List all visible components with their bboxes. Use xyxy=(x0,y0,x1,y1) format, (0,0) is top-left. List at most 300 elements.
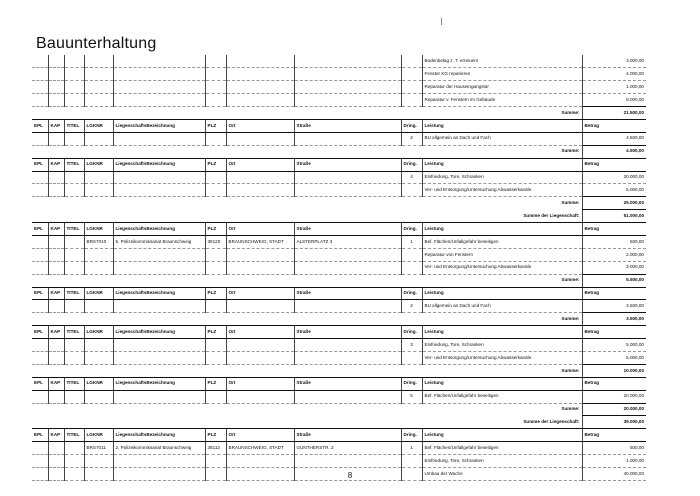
cell-titel xyxy=(64,171,84,184)
cell-leistung: BU allgemein an Dach und Fach xyxy=(422,132,582,145)
cell-epl xyxy=(32,351,48,364)
blank-cell xyxy=(32,274,422,287)
cell-leistung: Einfriedung, Tore, Schranken xyxy=(422,339,582,352)
cell-betrag: 5.000,00 xyxy=(582,351,646,364)
blank-cell xyxy=(32,107,422,120)
cell-lgknr xyxy=(84,94,113,107)
column-header-lgknr: LGKNR xyxy=(84,287,113,300)
cell-strasse xyxy=(294,261,401,274)
subtotal-row xyxy=(32,107,646,120)
cell-titel xyxy=(64,184,84,197)
cell-leistung: Bef. Flächen/Unfallgefahr beseitigen xyxy=(422,235,582,248)
cell-betrag: 4.500,00 xyxy=(582,132,646,145)
blank-cell xyxy=(32,416,422,429)
cell-plz xyxy=(205,184,226,197)
cell-kap xyxy=(48,55,64,68)
cell-plz: 38112 xyxy=(205,442,226,455)
cell-leistung: Reparatur v. Fenstern im Gebäude xyxy=(422,94,582,107)
column-header-kap: KAP xyxy=(48,287,64,300)
cell-ort: BRAUNSCHWEIG, STADT xyxy=(226,442,294,455)
cell-titel xyxy=(64,132,84,145)
cell-epl xyxy=(32,81,48,94)
cell-ort xyxy=(226,184,294,197)
column-header-ort: Ort xyxy=(226,158,294,171)
cell-betrag: 5.000,00 xyxy=(582,184,646,197)
table-row xyxy=(32,455,646,468)
cell-kap xyxy=(48,300,64,313)
subtotal-label: Summe: xyxy=(561,277,580,283)
subtotal-amount: 5.500,00 xyxy=(582,274,646,287)
column-header-plz: PLZ xyxy=(205,429,226,442)
cell-liegenschaft xyxy=(113,248,205,261)
cell-plz xyxy=(205,261,226,274)
column-header-plz: PLZ xyxy=(205,287,226,300)
cell-liegenschaft xyxy=(113,94,205,107)
cell-betrag: 3.000,00 xyxy=(582,261,646,274)
column-header-kap: KAP xyxy=(48,429,64,442)
cell-kap xyxy=(48,442,64,455)
column-header-plz: PLZ xyxy=(205,158,226,171)
column-header-strasse: Straße xyxy=(294,119,401,132)
cell-epl xyxy=(32,235,48,248)
cell-plz xyxy=(205,81,226,94)
cell-liegenschaft xyxy=(113,390,205,403)
subtotal-label: Summe: xyxy=(561,148,580,154)
cell-liegenschaft xyxy=(113,455,205,468)
cell-epl xyxy=(32,300,48,313)
column-header-kap: KAP xyxy=(48,158,64,171)
cell-liegenschaft xyxy=(113,171,205,184)
cell-plz xyxy=(205,300,226,313)
cell-leistung: Bef. Flächen/Unfallgefahr beseitigen xyxy=(422,390,582,403)
column-header-dringlichkeit: Dring. xyxy=(401,287,422,300)
subtotal-row xyxy=(32,197,646,210)
property-total-row xyxy=(32,210,646,223)
column-header-ort: Ort xyxy=(226,429,294,442)
subtotal-label: Summe: xyxy=(561,109,580,115)
column-header-betrag: Betrag xyxy=(582,119,646,132)
cell-dringlichkeit: 1 xyxy=(401,442,422,455)
cell-epl xyxy=(32,94,48,107)
cell-titel xyxy=(64,390,84,403)
cell-strasse xyxy=(294,390,401,403)
column-header-titel: TITEL xyxy=(64,326,84,339)
cell-kap xyxy=(48,184,64,197)
table-row xyxy=(32,68,646,81)
table-row xyxy=(32,248,646,261)
column-header-liegenschaft: LiegenschaftsBezeichnung xyxy=(113,326,205,339)
subtotal-row xyxy=(32,274,646,287)
column-header-liegenschaft: LiegenschaftsBezeichnung xyxy=(113,223,205,236)
column-header-betrag: Betrag xyxy=(582,223,646,236)
cell-titel xyxy=(64,351,84,364)
table-row xyxy=(32,184,646,197)
cell-liegenschaft xyxy=(113,300,205,313)
cell-titel xyxy=(64,235,84,248)
column-header-titel: TITEL xyxy=(64,158,84,171)
column-header-leistung: Leistung xyxy=(422,287,582,300)
column-header-liegenschaft: LiegenschaftsBezeichnung xyxy=(113,377,205,390)
cell-lgknr xyxy=(84,351,113,364)
cell-betrag: 3.000,00 xyxy=(582,55,646,68)
cell-strasse xyxy=(294,184,401,197)
cell-ort xyxy=(226,455,294,468)
cell-ort xyxy=(226,81,294,94)
blank-cell xyxy=(32,197,422,210)
column-header-titel: TITEL xyxy=(64,287,84,300)
cell-ort xyxy=(226,351,294,364)
cell-dringlichkeit xyxy=(401,184,422,197)
cell-leistung: Einfriedung, Tore, Schranken xyxy=(422,455,582,468)
column-header-betrag: Betrag xyxy=(582,287,646,300)
column-header-betrag: Betrag xyxy=(582,377,646,390)
column-header-titel: TITEL xyxy=(64,223,84,236)
cell-leistung: Reparatur von Fenstern xyxy=(422,248,582,261)
cell-titel xyxy=(64,248,84,261)
cell-dringlichkeit xyxy=(401,55,422,68)
column-header-ort: Ort xyxy=(226,326,294,339)
cell-titel xyxy=(64,339,84,352)
cell-ort xyxy=(226,390,294,403)
cell-liegenschaft xyxy=(113,68,205,81)
column-header-ort: Ort xyxy=(226,223,294,236)
cell-titel xyxy=(64,94,84,107)
cell-lgknr xyxy=(84,55,113,68)
column-header-lgknr: LGKNR xyxy=(84,326,113,339)
cell-strasse xyxy=(294,339,401,352)
cell-strasse xyxy=(294,132,401,145)
property-total-row xyxy=(32,416,646,429)
cell-dringlichkeit xyxy=(401,248,422,261)
cell-liegenschaft: 5. Polizeikommissariat Braunschweig xyxy=(113,235,205,248)
cell-lgknr: BRS7010 xyxy=(84,235,113,248)
cell-plz xyxy=(205,94,226,107)
column-header-kap: KAP xyxy=(48,119,64,132)
cell-plz xyxy=(205,171,226,184)
column-header-strasse: Straße xyxy=(294,158,401,171)
cell-betrag: 1.000,00 xyxy=(582,455,646,468)
column-header-ort: Ort xyxy=(226,287,294,300)
subtotal-amount: 3.500,00 xyxy=(582,313,646,326)
cell-dringlichkeit xyxy=(401,68,422,81)
table-row xyxy=(32,55,646,68)
column-header-leistung: Leistung xyxy=(422,326,582,339)
column-header-lgknr: LGKNR xyxy=(84,119,113,132)
cell-ort xyxy=(226,261,294,274)
table-header-row xyxy=(32,287,646,300)
column-header-plz: PLZ xyxy=(205,119,226,132)
cell-leistung: Ver- und Entsorgung/Untersuchung Abwasserkanäle xyxy=(422,351,582,364)
cell-plz xyxy=(205,351,226,364)
cell-plz xyxy=(205,132,226,145)
column-header-plz: PLZ xyxy=(205,223,226,236)
cell-epl xyxy=(32,132,48,145)
cell-ort xyxy=(226,300,294,313)
column-header-titel: TITEL xyxy=(64,429,84,442)
cell-leistung: BU allgemein an Dach und Fach xyxy=(422,300,582,313)
column-header-strasse: Straße xyxy=(294,326,401,339)
cell-lgknr xyxy=(84,300,113,313)
page-number: 8 xyxy=(347,471,353,480)
cell-strasse xyxy=(294,351,401,364)
column-header-dringlichkeit: Dring. xyxy=(401,223,422,236)
cell-liegenschaft xyxy=(113,81,205,94)
cell-liegenschaft xyxy=(113,261,205,274)
cell-dringlichkeit xyxy=(401,94,422,107)
blank-cell xyxy=(32,210,422,223)
cell-strasse xyxy=(294,248,401,261)
column-header-ort: Ort xyxy=(226,377,294,390)
cell-liegenschaft xyxy=(113,55,205,68)
table-row xyxy=(32,351,646,364)
cell-dringlichkeit: 5 xyxy=(401,390,422,403)
cell-kap xyxy=(48,68,64,81)
subtotal-amount: 21.500,00 xyxy=(582,107,646,120)
property-total-amount: 51.000,00 xyxy=(582,210,646,223)
subtotal-row xyxy=(32,364,646,377)
cell-kap xyxy=(48,94,64,107)
subtotal-label: Summe: xyxy=(561,200,580,206)
cell-leistung: Einfriedung, Tore, Schranken xyxy=(422,171,582,184)
page-title: Bauunterhaltung xyxy=(36,35,157,52)
cell-lgknr xyxy=(84,81,113,94)
column-header-lgknr: LGKNR xyxy=(84,377,113,390)
cell-betrag: 1.000,00 xyxy=(582,81,646,94)
cell-leistung: Bodenbelag z. T. erneuern xyxy=(422,55,582,68)
cell-ort xyxy=(226,248,294,261)
table-header-row xyxy=(32,429,646,442)
cell-liegenschaft: 2. Polizeikommissariat Braunschweig xyxy=(113,442,205,455)
column-header-ort: Ort xyxy=(226,119,294,132)
subtotal-row xyxy=(32,145,646,158)
subtotal-amount: 20.000,00 xyxy=(582,403,646,416)
cell-plz xyxy=(205,390,226,403)
cell-titel xyxy=(64,81,84,94)
column-header-lgknr: LGKNR xyxy=(84,429,113,442)
cell-epl xyxy=(32,442,48,455)
cell-plz xyxy=(205,68,226,81)
cell-kap xyxy=(48,455,64,468)
cell-titel xyxy=(64,455,84,468)
cell-ort xyxy=(226,68,294,81)
table-header-row xyxy=(32,326,646,339)
column-header-liegenschaft: LiegenschaftsBezeichnung xyxy=(113,119,205,132)
column-header-epl: EPL xyxy=(32,429,48,442)
cell-leistung: Bef. Flächen/Unfallgefahr beseitigen xyxy=(422,442,582,455)
column-header-leistung: Leistung xyxy=(422,223,582,236)
cell-strasse xyxy=(294,94,401,107)
subtotal-amount: 4.500,00 xyxy=(582,145,646,158)
cell-plz xyxy=(205,248,226,261)
column-header-plz: PLZ xyxy=(205,377,226,390)
cell-epl xyxy=(32,171,48,184)
property-total-label: Summe der Liegenschaft: xyxy=(523,212,580,218)
subtotal-label: Summe: xyxy=(561,406,580,412)
cell-kap xyxy=(48,171,64,184)
cell-betrag: 500,00 xyxy=(582,235,646,248)
cell-strasse: ALSTERPLATZ 3 xyxy=(294,235,401,248)
cell-titel xyxy=(64,300,84,313)
cell-kap xyxy=(48,351,64,364)
table-row xyxy=(32,132,646,145)
property-total-amount: 39.000,00 xyxy=(582,416,646,429)
column-header-strasse: Straße xyxy=(294,429,401,442)
cell-betrag: 4.000,00 xyxy=(582,68,646,81)
cell-leistung: Ver- und Entsorgung/Untersuchung Abwasserkanäle xyxy=(422,184,582,197)
cell-titel xyxy=(64,442,84,455)
column-header-betrag: Betrag xyxy=(582,326,646,339)
table-row xyxy=(32,235,646,248)
cell-lgknr xyxy=(84,390,113,403)
column-header-epl: EPL xyxy=(32,223,48,236)
cell-dringlichkeit xyxy=(401,351,422,364)
cell-plz: 38120 xyxy=(205,235,226,248)
column-header-liegenschaft: LiegenschaftsBezeichnung xyxy=(113,287,205,300)
column-header-epl: EPL xyxy=(32,377,48,390)
cell-betrag: 500,00 xyxy=(582,442,646,455)
cell-betrag: 2.000,00 xyxy=(582,248,646,261)
cell-dringlichkeit xyxy=(401,81,422,94)
column-header-kap: KAP xyxy=(48,223,64,236)
column-header-leistung: Leistung xyxy=(422,429,582,442)
cell-titel xyxy=(64,68,84,81)
cell-lgknr xyxy=(84,68,113,81)
cell-dringlichkeit xyxy=(401,261,422,274)
cell-lgknr: BRS7011 xyxy=(84,442,113,455)
subtotal-label: Summe: xyxy=(561,315,580,321)
cell-kap xyxy=(48,248,64,261)
table-row xyxy=(32,300,646,313)
cell-liegenschaft xyxy=(113,339,205,352)
cell-kap xyxy=(48,339,64,352)
column-header-dringlichkeit: Dring. xyxy=(401,119,422,132)
cell-liegenschaft xyxy=(113,132,205,145)
column-header-dringlichkeit: Dring. xyxy=(401,377,422,390)
cell-ort: BRAUNSCHWEIG, STADT xyxy=(226,235,294,248)
cell-lgknr xyxy=(84,261,113,274)
cell-ort xyxy=(226,132,294,145)
cell-betrag: 40.000,00 xyxy=(582,468,646,481)
cell-titel xyxy=(64,55,84,68)
cell-betrag: 20.000,00 xyxy=(582,390,646,403)
cell-strasse xyxy=(294,171,401,184)
column-header-epl: EPL xyxy=(32,119,48,132)
cell-leistung: Umbau der Wache xyxy=(422,468,582,481)
cell-dringlichkeit: 4 xyxy=(401,171,422,184)
cell-epl xyxy=(32,184,48,197)
subtotal-amount: 10.000,00 xyxy=(582,364,646,377)
table-row xyxy=(32,81,646,94)
table-row xyxy=(32,171,646,184)
cell-kap xyxy=(48,390,64,403)
cell-betrag: 3.500,00 xyxy=(582,300,646,313)
subtotal-row xyxy=(32,403,646,416)
cell-leistung: Fenster KG reparieren xyxy=(422,68,582,81)
column-header-betrag: Betrag xyxy=(582,158,646,171)
cell-lgknr xyxy=(84,132,113,145)
column-header-dringlichkeit: Dring. xyxy=(401,429,422,442)
column-header-epl: EPL xyxy=(32,287,48,300)
cell-dringlichkeit xyxy=(401,455,422,468)
column-header-strasse: Straße xyxy=(294,377,401,390)
cell-strasse xyxy=(294,68,401,81)
cell-liegenschaft xyxy=(113,351,205,364)
subtotal-label: Summe: xyxy=(561,367,580,373)
table-row xyxy=(32,390,646,403)
cell-kap xyxy=(48,132,64,145)
property-total-label: Summe der Liegenschaft: xyxy=(523,418,580,424)
column-header-liegenschaft: LiegenschaftsBezeichnung xyxy=(113,158,205,171)
cell-leistung: Reparatur der Hauseingangstür xyxy=(422,81,582,94)
cell-betrag: 20.000,00 xyxy=(582,171,646,184)
cell-dringlichkeit: 2 xyxy=(401,132,422,145)
budget-table xyxy=(32,55,646,481)
cell-lgknr xyxy=(84,171,113,184)
cell-plz xyxy=(205,339,226,352)
cell-epl xyxy=(32,248,48,261)
cell-epl xyxy=(32,455,48,468)
cell-epl xyxy=(32,261,48,274)
table-header-row xyxy=(32,223,646,236)
column-header-titel: TITEL xyxy=(64,119,84,132)
column-header-lgknr: LGKNR xyxy=(84,158,113,171)
column-header-leistung: Leistung xyxy=(422,158,582,171)
column-header-lgknr: LGKNR xyxy=(84,223,113,236)
cell-epl xyxy=(32,339,48,352)
blank-cell xyxy=(32,364,422,377)
column-header-epl: EPL xyxy=(32,158,48,171)
column-header-kap: KAP xyxy=(48,377,64,390)
blank-cell xyxy=(32,313,422,326)
cell-kap xyxy=(48,261,64,274)
column-header-strasse: Straße xyxy=(294,223,401,236)
cell-kap xyxy=(48,235,64,248)
subtotal-row xyxy=(32,313,646,326)
column-header-betrag: Betrag xyxy=(582,429,646,442)
cell-liegenschaft xyxy=(113,184,205,197)
cell-strasse xyxy=(294,55,401,68)
cell-ort xyxy=(226,94,294,107)
scan-mark xyxy=(441,18,442,25)
cell-epl xyxy=(32,390,48,403)
table-row xyxy=(32,261,646,274)
cell-plz xyxy=(205,55,226,68)
column-header-strasse: Straße xyxy=(294,287,401,300)
cell-dringlichkeit: 3 xyxy=(401,339,422,352)
table-row xyxy=(32,94,646,107)
cell-lgknr xyxy=(84,184,113,197)
cell-kap xyxy=(48,81,64,94)
table-row xyxy=(32,442,646,455)
cell-strasse xyxy=(294,300,401,313)
cell-dringlichkeit: 2 xyxy=(401,300,422,313)
cell-ort xyxy=(226,339,294,352)
table-row xyxy=(32,339,646,352)
cell-titel xyxy=(64,261,84,274)
column-header-liegenschaft: LiegenschaftsBezeichnung xyxy=(113,429,205,442)
cell-lgknr xyxy=(84,248,113,261)
cell-lgknr xyxy=(84,455,113,468)
table-header-row xyxy=(32,158,646,171)
cell-strasse: GUNTHERSTR. 2 xyxy=(294,442,401,455)
cell-leistung: Ver- und Entsorgung/Untersuchung Abwasserkanäle xyxy=(422,261,582,274)
blank-cell xyxy=(32,403,422,416)
cell-dringlichkeit: 1 xyxy=(401,235,422,248)
column-header-dringlichkeit: Dring. xyxy=(401,158,422,171)
table-header-row xyxy=(32,119,646,132)
cell-betrag: 5.000,00 xyxy=(582,339,646,352)
cell-strasse xyxy=(294,455,401,468)
